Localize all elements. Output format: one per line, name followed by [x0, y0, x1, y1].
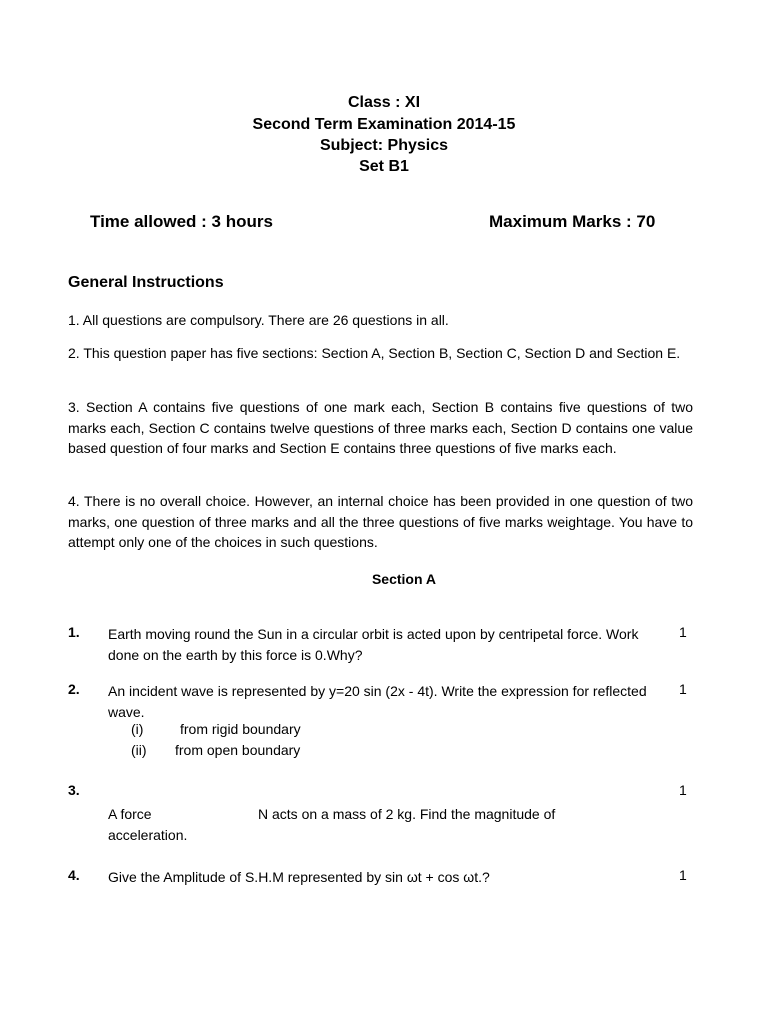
question-number: 3.	[68, 782, 80, 798]
sub-part-number: (ii)	[131, 742, 147, 758]
set-heading: Set B1	[359, 158, 409, 175]
question-number: 1.	[68, 624, 80, 640]
sub-part-number: (i)	[131, 721, 144, 737]
question-marks: 1	[679, 681, 687, 697]
question-text: N acts on a mass of 2 kg. Find the magnitude of	[258, 806, 556, 822]
sub-part-text: from rigid boundary	[180, 721, 301, 737]
question-marks: 1	[679, 624, 687, 640]
question-text: An incident wave is represented by y=20 sin (2x - 4t). Write the expression for reflected wave.	[108, 683, 647, 720]
instruction-item: 3. Section A contains five questions of one mark each, Section B contains five questions of two marks each, Section C contains twelve questions of three marks each, Section D contains one value based question of four marks and Section E contains three questions of five marks each.	[68, 399, 693, 456]
instruction-item: 2. This question paper has five sections: Section A, Section B, Section C, Section D and Section E.	[68, 345, 681, 361]
question-text: Give the Amplitude of S.H.M represented by sin ωt + cos ωt.?	[108, 869, 490, 885]
time-allowed: Time allowed : 3 hours	[90, 212, 273, 231]
instruction-item: 1. All questions are compulsory. There are 26 questions in all.	[68, 312, 449, 328]
question-number: 2.	[68, 681, 80, 697]
subject-heading: Subject: Physics	[319, 137, 449, 154]
question-number: 4.	[68, 867, 80, 883]
sub-part-text: from open boundary	[175, 742, 301, 758]
exam-heading: Second Term Examination 2014-15	[252, 116, 516, 133]
general-instructions-title: General Instructions	[68, 274, 224, 291]
question-text: A force	[108, 806, 152, 822]
question-text: Earth moving round the Sun in a circular orbit is acted upon by centripetal force. Work done on the earth by this force is 0.Why?	[108, 626, 639, 663]
maximum-marks: Maximum Marks : 70	[489, 212, 656, 231]
section-title: Section A	[371, 571, 437, 587]
class-heading: Class : XI	[347, 94, 421, 111]
question-marks: 1	[679, 867, 687, 883]
instruction-item: 4. There is no overall choice. However, an internal choice has been provided in one question of two marks, one question of three marks and all the three questions of five marks weightage. You have to attempt only one of the choices in such questions.	[68, 493, 693, 550]
question-marks: 1	[679, 782, 687, 798]
question-text: acceleration.	[108, 827, 188, 843]
